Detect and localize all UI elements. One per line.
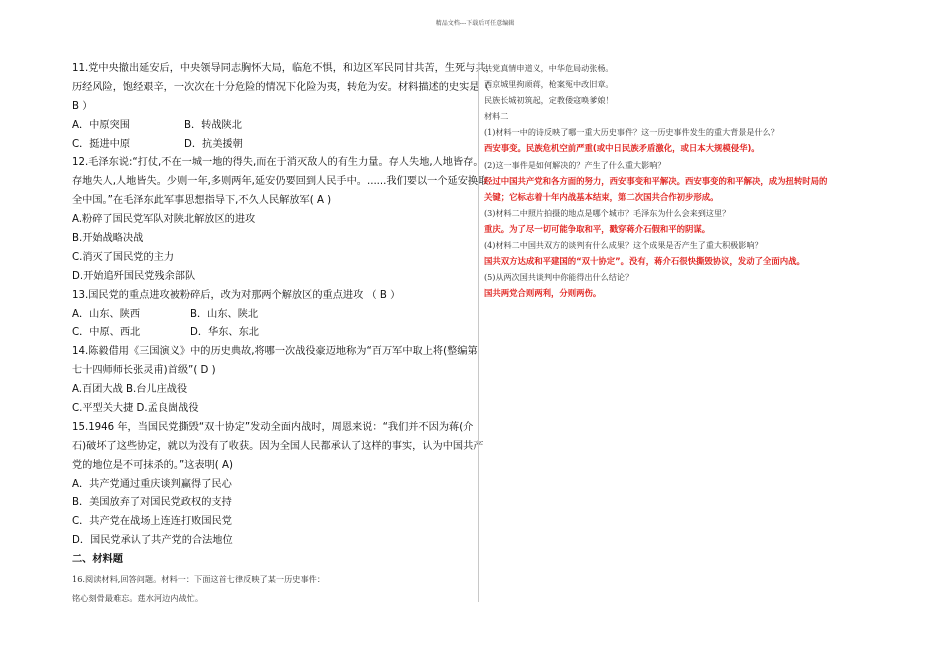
right-column [484,60,894,301]
poem-line-2: 共党真情申道义，中华危局动张杨。 [484,63,614,73]
poem-line-3: 西京城里拘顽蒋，枪案冤中改旧章。 [484,79,614,90]
q16-sub-1: (1)材料一中的诗反映了哪一重大历史事件？这一历史事件发生的重大背景是什么？ [484,127,779,138]
q16-answer-2-line-1: 经过中国共产党和各方面的努力，西安事变和平解决。西安事变的和平解决，成为扭转时局的 [484,175,828,186]
q12-option-a: A.粉碎了国民党军队对陕北解放区的进攻 [72,214,256,226]
q12-option-d: D.开始追歼国民党残余部队 [72,270,196,282]
column-divider [478,62,479,602]
q15-option-a: A．共产党通过重庆谈判赢得了民心 [72,478,232,490]
q16-answer-1: 西安事变。民族危机空前严重(或中日民族矛盾激化，或日本大规模侵华)。 [484,143,760,154]
q13-options-cd [72,324,472,343]
q11-option-d: D．抗美援朝 [184,138,243,150]
section-heading: 二、材料题 [72,554,123,566]
q11-option-b: B．转战陕北 [184,119,242,131]
q13-option-b: B．山东、陕北 [190,308,259,320]
q11-line-2: 历经风险，饱经艰辛，一次次在十分危险的情况下化险为夷，转危为安。材料描述的史实是（ [72,81,490,93]
q11-option-a: A．中原突围 [72,119,130,131]
q12-option-c: C.消灭了国民党的主力 [72,251,175,263]
q11-answer: B ） [72,100,93,112]
q14-options-cd: C.平型关大捷 D.孟良崮战役 [72,403,199,415]
q14-options-ab: A.百团大战 B.台儿庄战役 [72,384,188,396]
q15-option-c: C．共产党在战场上连连打败国民党 [72,516,232,528]
q16-sub-4: (4)材料二中国共双方的谈判有什么成果？这个成果是否产生了重大积极影响？ [484,240,763,251]
q15-option-b: B．美国放弃了对国民党政权的支持 [72,497,232,509]
q11-options-ab [72,117,472,136]
q15-option-d: D．国民党承认了共产党的合法地位 [72,535,233,547]
q14-line-2: 七十四师师长张灵甫)首级”( D ) [72,365,216,377]
q15-line-2: 石)破坏了这些协定，就以为没有了收获。因为全国人民都承认了这样的事实，认为中国共产 [72,440,484,452]
q12-option-b: B.开始战略决战 [72,233,144,245]
q16-answer-5: 国共两党合则两利，分则两伤。 [484,288,602,299]
q15-line-3: 党的地位是不可抹杀的。”这表明( A) [72,459,233,471]
poem-line-4: 民族长城初筑起，定教倭寇唤爹娘！ [484,95,614,106]
q12-line-2: 存地失人,人地皆失。少则一年,多则两年,延安仍要回到人民手中。......我们要以一个延安换取 [72,176,489,188]
q13-option-a: A．山东、陕西 [72,308,141,320]
q11-option-c: C．挺进中原 [72,138,131,150]
q16-sub-5: (5)从两次国共谈判中你能得出什么结论？ [484,272,634,283]
q13-option-c: C．中原、西北 [72,327,141,339]
q16-sub-3: (3)材料二中照片拍摄的地点是哪个城市？毛泽东为什么会来到这里？ [484,207,731,218]
q11-line-1: 11.党中央撤出延安后，中央领导同志胸怀大局，临危不惧，和边区军民同甘共苦，生死与共， [72,63,496,74]
q13-stem: 13.国民党的重点进攻被粉碎后，改为对那两个解放区的重点进攻 （ B ） [72,289,401,301]
q13-option-d: D．华东、东北 [190,327,259,339]
material-2-label: 材料二 [484,111,509,122]
q16-intro: 16.阅读材料,回答问题。材料一：下面这首七律反映了某一历史事件： [72,574,326,585]
q16-answer-3: 重庆。为了尽一切可能争取和平，戳穿蒋介石假和平的阴谋。 [484,223,711,234]
poem-line-1: 铭心刻骨最难忘。莛水河边内战忙。 [72,592,204,603]
q14-line-1: 14.陈毅借用《三国演义》中的历史典故,将哪一次战役豪迈地称为“百万军中取上将(整编第 [72,346,478,358]
q15-line-1: 15.1946 年，当国民党撕毁“双十协定”发动全面内战时，周恩来说：“我们并不因为蒋(介 [72,421,474,433]
q13-options-ab [72,306,472,325]
q11-options-cd [72,136,472,155]
page-header: 精品文档---下载后可任意编辑 [435,20,515,27]
q12-line-3: 全中国。”在毛泽东此军事思想指导下,不久人民解放军( A ) [72,195,332,207]
left-column [72,60,496,608]
q16-answer-4: 国共双方达成和平建国的“双十协定”。没有，蒋介石很快撕毁协议，发动了全面内战。 [484,256,805,267]
q16-sub-2: (2)这一事件是如何解决的？产生了什么重大影响？ [484,159,666,170]
q16-answer-2-line-2: 关键；它标志着十年内战基本结束，第二次国共合作初步形成。 [484,191,719,202]
q12-line-1: 12.毛泽东说:“打仗,不在一城一地的得失,而在于消灭敌人的有生力量。存人失地,人地皆存。 [72,157,484,169]
